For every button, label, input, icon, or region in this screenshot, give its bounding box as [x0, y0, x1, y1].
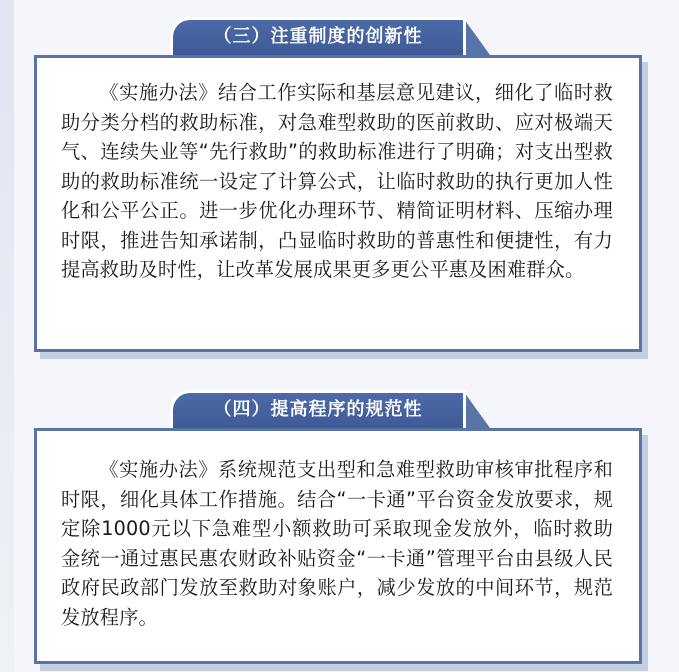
section-4-tab-fold — [464, 392, 490, 428]
section-3-tab-fold — [464, 19, 490, 55]
section-4-panel — [34, 428, 642, 664]
section-4-title: （四）提高程序的规范性 — [170, 390, 466, 428]
section-3-paragraph: 《实施办法》结合工作实际和基层意见建议，细化了临时救助分类分档的救助标准，对急难型救助的医前救助、应对极端天气、连续失业等“先行救助”的救助标准进行了明确；对支出型救助的救助标准统一设定了计算公式，让临时救助的执行更加人性化和公平公正。进一步优化办理环节、精简证明材料、压缩办理时限，推进告知承诺制，凸显临时救助的普惠性和便捷性，有力提高救助及时性，让改革发展成果更多更公平惠及困难群众。 — [61, 81, 613, 281]
section-3-title: （三）注重制度的创新性 — [170, 17, 466, 55]
section-4-paragraph: 《实施办法》系统规范支出型和急难型救助审核审批程序和时限，细化具体工作措施。结合“一卡通”平台资金发放要求，规定除1000元以下急难型小额救助可采取现金发放外，临时救助金统一通过惠民惠农财政补贴资金“一卡通”管理平台由县级人民政府民政部门发放至救助对象账户，减少发放的中间环节，规范发放程序。 — [61, 458, 613, 629]
section-3-panel — [34, 55, 642, 352]
left-decorative-strip — [0, 0, 14, 672]
